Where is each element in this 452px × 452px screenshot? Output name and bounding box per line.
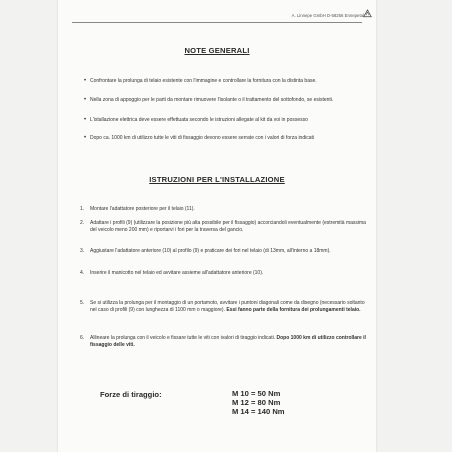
torque-value: M 12 = 80 Nm <box>232 398 281 407</box>
torque-value: M 10 = 50 Nm <box>232 389 281 398</box>
note-item: • Confrontare la prolunga di telaio esistente con l'immagine e controllare la fornitura con la distinta base. <box>84 78 317 84</box>
header-divider <box>72 22 362 23</box>
bullet-icon: • <box>84 117 87 123</box>
company-logo-icon <box>363 9 372 18</box>
torque-value: M 14 = 140 Nm <box>232 407 285 416</box>
istruzioni-title: ISTRUZIONI PER L'INSTALLAZIONE <box>149 175 285 184</box>
bullet-icon: • <box>84 135 87 141</box>
document-page: A. Linnepe GmbH D-58256 Ennepetal NOTE GENERALI • Confrontare la prolunga di telaio esistente con l'immagine e controllare la fornitura con la distinta base. • Nella zona di appoggio per le parti da montare rimuovere l'isolante o il trattamento del sottofondo, se esistenti. • L'istallazione elettrica deve essere effettuata secondo le istruzioni allegate al kit da voi in possesso • Dopo ca. 1000 km di utilizzo tutte le viti di fissaggio devono essere serrate con i valori di forza indicati ISTRUZIONI PER L'INSTALLAZIONE 1. Montare l'adattatore posteriore per il telaio (11). 2. Adattare i profili (9) (utilizzare la posizione più alta possibile per il fissaggio) accorciandoli eventualmente (estremità massima del veicolo meno 200 mm) e riportarvi i fori per la traversa del gancio. 3. Aggiustare l'adattatore anteriore (10) al profilo (9) e praticare dei fori nel telaio (di 13mm, all'interno a 18mm). 4. Inserire il manicotto nel telaio ed avvitare assieme all'adattatore anteriore (10). 5. Se si utilizza la prolunga per il montaggio di un portamoto, avvitare i puntoni diagonali come da disegno (necessario soltanto nel caso di profili (9) con lunghezza di 1100 mm o maggiore). Essi fanno parte della fornitura dei prolungamenti telaio. 6. Allineare la prolunga con il veicolo e fissare tutte le viti con ivalori di tiraggio indicati. Dopo 1000 km di utilizzo controllare il fissaggio delle viti. Forze di tiraggio: M 10 = 50 Nm M 12 = 80 Nm M 14 = 140 Nm <box>58 0 376 452</box>
company-header: A. Linnepe GmbH D-58256 Ennepetal <box>291 13 364 18</box>
note-item: • L'istallazione elettrica deve essere effettuata secondo le istruzioni allegate al kit da voi in possesso <box>84 117 308 123</box>
bullet-icon: • <box>84 97 87 103</box>
note-item: • Dopo ca. 1000 km di utilizzo tutte le viti di fissaggio devono essere serrate con i valori di forza indicati <box>84 135 315 141</box>
forze-label: Forze di tiraggio: <box>100 390 162 399</box>
note-item: • Nella zona di appoggio per le parti da montare rimuovere l'isolante o il trattamento del sottofondo, se esistenti. <box>84 97 334 103</box>
bullet-icon: • <box>84 78 87 84</box>
note-generali-title: NOTE GENERALI <box>184 46 250 55</box>
